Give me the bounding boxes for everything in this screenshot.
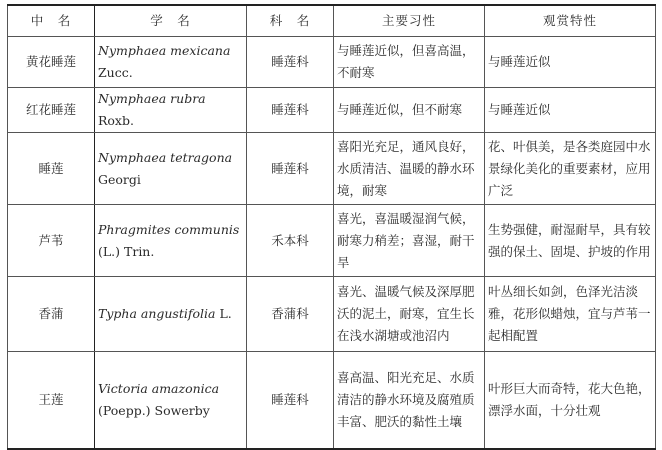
sci-author: (Poepp.) Sowerby: [98, 403, 210, 418]
table-row: [8, 205, 656, 277]
sci-binomial: Nymphaea mexicana: [98, 43, 231, 58]
cell-habits: 喜光，喜温暖湿润气候，耐寒力稍差；喜湿，耐干旱: [334, 205, 485, 277]
header-row: [8, 5, 656, 37]
cell-habits: 与睡莲近似，但喜高温，不耐寒: [334, 37, 485, 88]
header-chinese-name: 中 名: [8, 5, 95, 37]
cell-ornamental: 叶形巨大而奇特，花大色艳，漂浮水面，十分壮观: [485, 352, 656, 450]
sci-author: (L.) Trin.: [98, 243, 155, 259]
cell-chinese-name: 睡莲: [8, 133, 95, 205]
cell-habits: 与睡莲近似，但不耐寒: [334, 88, 485, 133]
header-habits: 主要习性: [334, 5, 485, 37]
cell-chinese-name: 芦苇: [8, 205, 95, 277]
header-scientific-name: 学 名: [95, 5, 247, 37]
aquatic-plants-table: [7, 4, 656, 450]
table-row: [8, 277, 656, 352]
table-row: [8, 88, 656, 133]
cell-scientific-name: [95, 352, 247, 450]
cell-family: 睡莲科: [247, 88, 334, 133]
sci-author: Roxb.: [98, 113, 134, 128]
cell-family: 睡莲科: [247, 352, 334, 450]
cell-ornamental: 花、叶俱美，是各类庭园中水景绿化美化的重要素材，应用广泛: [485, 133, 656, 205]
sci-author: Georgi: [98, 171, 141, 187]
cell-family: 禾本科: [247, 205, 334, 277]
header-family: 科 名: [247, 5, 334, 37]
cell-habits: 喜光、温暖气候及深厚肥沃的泥土，耐寒，宜生长在浅水湖塘或池沼内: [334, 277, 485, 352]
sci-author: Zucc.: [98, 65, 133, 80]
sci-binomial: Nymphaea rubra: [98, 91, 206, 106]
cell-habits: 喜高温、阳光充足、水质清洁的静水环境及腐殖质丰富、肥沃的黏性土壤: [334, 352, 485, 450]
cell-ornamental: 与睡莲近似: [485, 88, 656, 133]
cell-scientific-name: [95, 133, 247, 205]
cell-family: 香蒲科: [247, 277, 334, 352]
cell-scientific-name: [95, 277, 247, 352]
cell-family: 睡莲科: [247, 37, 334, 88]
sci-author: L.: [219, 306, 232, 321]
table-row: [8, 133, 656, 205]
sci-binomial: Typha angustifolia: [98, 306, 216, 321]
cell-chinese-name: 黄花睡莲: [8, 37, 95, 88]
cell-scientific-name: [95, 88, 247, 133]
cell-chinese-name: 王莲: [8, 352, 95, 450]
cell-habits: 喜阳光充足，通风良好，水质清洁、温暖的静水环境，耐寒: [334, 133, 485, 205]
cell-ornamental: 与睡莲近似: [485, 37, 656, 88]
cell-scientific-name: [95, 205, 247, 277]
table-row: [8, 37, 656, 88]
header-ornamental: 观赏特性: [485, 5, 656, 37]
sci-binomial: Victoria amazonica: [98, 381, 220, 396]
cell-ornamental: 生势强健，耐湿耐旱，具有较强的保土、固堤、护坡的作用: [485, 205, 656, 277]
cell-scientific-name: [95, 37, 247, 88]
cell-ornamental: 叶丛细长如剑，色泽光洁淡雅，花形似蜡烛，宜与芦苇一起相配置: [485, 277, 656, 352]
cell-chinese-name: 红花睡莲: [8, 88, 95, 133]
sci-binomial: Phragmites communis: [98, 221, 240, 237]
sci-binomial: Nymphaea tetragona: [98, 149, 233, 165]
cell-family: 睡莲科: [247, 133, 334, 205]
cell-chinese-name: 香蒲: [8, 277, 95, 352]
table-row: [8, 352, 656, 450]
